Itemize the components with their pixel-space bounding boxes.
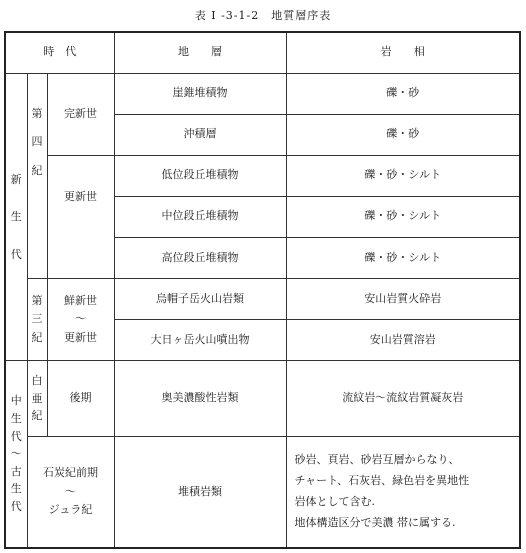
table-row <box>5 155 520 196</box>
period-line: ジュラ紀 <box>48 503 93 517</box>
epoch-pleistocene <box>47 155 114 278</box>
lithology-cell: 安山岩質溶岩 <box>286 320 520 361</box>
era-char: 生 <box>10 412 22 426</box>
strata-cell: 堆積岩類 <box>114 437 286 548</box>
lithology-line: 岩体として含む. <box>294 495 375 509</box>
era-cenozoic <box>5 73 27 361</box>
era-char: ～ <box>10 447 22 461</box>
era-char: 生 <box>10 482 22 496</box>
strata-cell: 奥美濃酸性岩類 <box>114 361 286 437</box>
strata-cell: 大日ヶ岳火山噴出物 <box>114 320 286 361</box>
period-char: 紀 <box>31 163 43 177</box>
era-char: 中 <box>10 394 22 408</box>
lithology-line: チャート、石灰岩、緑色岩を異地性 <box>294 474 470 488</box>
header-era: 時 代 <box>5 32 114 73</box>
lithology-cell: 安山岩質火砕岩 <box>286 278 520 319</box>
lithology-cell: 流紋岩～流紋岩質凝灰岩 <box>286 361 520 437</box>
strata-cell: 低位段丘堆積物 <box>114 155 286 196</box>
header-strata: 地 層 <box>114 32 286 73</box>
period-char: 四 <box>31 135 43 149</box>
period-quaternary <box>27 73 47 278</box>
period-char: 第 <box>31 293 43 307</box>
table-row <box>5 361 520 437</box>
table-caption: 表 I -3-1-2 地質層序表 <box>194 9 332 22</box>
lithology-cell: 礫・砂・シルト <box>286 196 520 237</box>
period-line: ～ <box>65 484 76 498</box>
era-char: 代 <box>10 247 22 261</box>
period-line: 石炭紀前期 <box>43 466 98 480</box>
era-char: 代 <box>10 500 22 514</box>
epoch-late: 後期 <box>47 361 114 437</box>
strata-cell: 崖錐堆積物 <box>114 73 286 114</box>
strata-cell: 沖積層 <box>114 114 286 155</box>
period-char: 三 <box>31 312 43 326</box>
period-char: 紀 <box>31 330 43 344</box>
period-char: 第 <box>31 106 43 120</box>
period-char: 白 <box>31 374 43 388</box>
strata-cell: 高位段丘堆積物 <box>114 237 286 278</box>
lithology-cell: 礫・砂 <box>286 73 520 114</box>
lithology-line: 地体構造区分で美濃 帯に属する. <box>294 516 456 530</box>
lithology-cell <box>286 437 520 548</box>
table-row <box>5 73 520 114</box>
epoch-pleistocene-label: 更新世 <box>64 189 97 203</box>
header-row <box>5 32 520 73</box>
header-lithology: 岩 相 <box>286 32 520 73</box>
era-char: 新 <box>10 172 22 186</box>
table-row <box>5 437 520 548</box>
epoch-line: ～ <box>75 312 86 326</box>
era-char: 古 <box>10 464 22 478</box>
period-carboniferous-jurassic <box>27 437 114 548</box>
epoch-pliocene-pleistocene <box>47 278 114 360</box>
epoch-line: 鮮新世 <box>64 293 97 307</box>
strata-cell: 中位段丘堆積物 <box>114 196 286 237</box>
period-char: 紀 <box>31 409 43 423</box>
period-tertiary <box>27 278 47 360</box>
era-char: 生 <box>10 210 22 224</box>
strata-cell: 烏帽子岳火山岩類 <box>114 278 286 319</box>
lithology-cell: 礫・砂・シルト <box>286 237 520 278</box>
era-mesozoic-paleozoic <box>5 361 27 548</box>
epoch-line: 更新世 <box>64 330 97 344</box>
lithology-cell: 礫・砂・シルト <box>286 155 520 196</box>
epoch-holocene: 完新世 <box>47 73 114 155</box>
stratigraphy-table <box>4 31 521 549</box>
lithology-cell: 礫・砂 <box>286 114 520 155</box>
era-char: 代 <box>10 429 22 443</box>
period-cretaceous <box>27 361 47 437</box>
period-char: 亜 <box>31 391 43 405</box>
table-row <box>5 278 520 319</box>
lithology-line: 砂岩、頁岩、砂岩互層からなり、 <box>294 453 460 467</box>
